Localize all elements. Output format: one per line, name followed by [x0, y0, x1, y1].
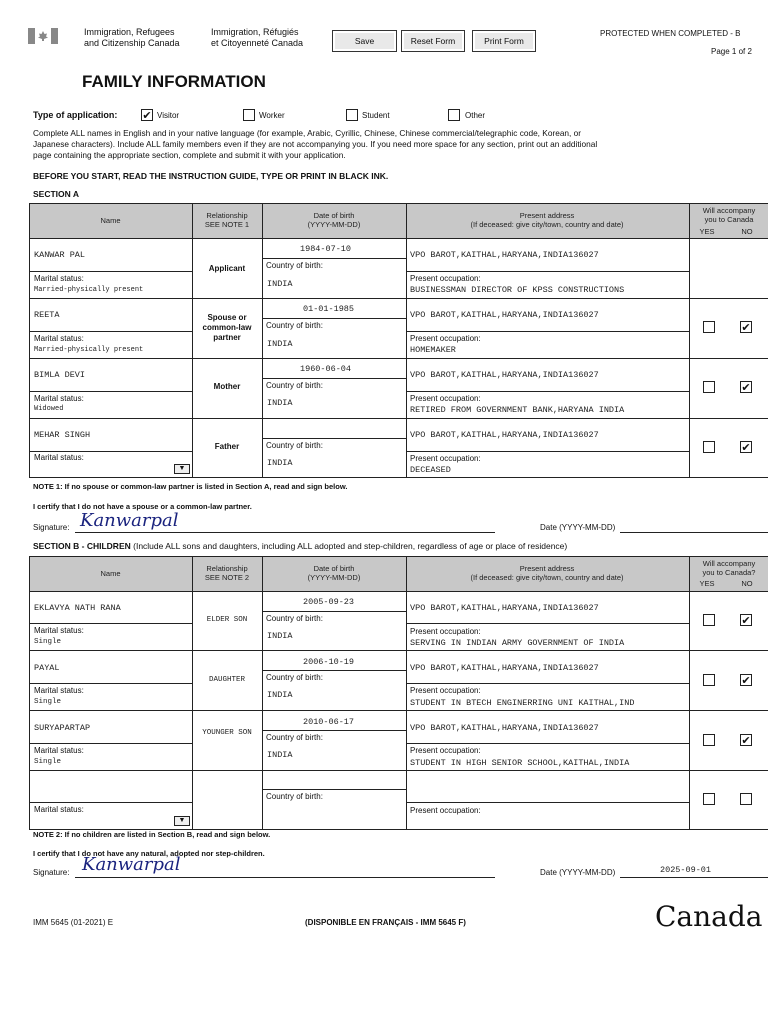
father-occupation-field[interactable]: DECEASED — [410, 465, 451, 475]
section-b-title: SECTION B - CHILDREN (Include ALL sons and daughters, including ALL adopted and step-children, regardless of age or place of residence) — [33, 541, 568, 551]
country-of-birth-label: Country of birth: — [266, 792, 323, 801]
mother-accompany-yes-checkbox[interactable] — [703, 381, 715, 393]
child-2-accompany-no-checkbox[interactable]: ✔ — [741, 675, 751, 687]
child-1-address-field[interactable]: VPO BAROT,KAITHAL,HARYANA,INDIA136027 — [410, 603, 599, 613]
col-address-header: Present address (If deceased: give city/town, country and date) — [470, 564, 624, 582]
child-3-marital-field[interactable]: Single — [34, 758, 62, 766]
marital-status-label: Marital status: — [34, 394, 84, 403]
country-of-birth-label: Country of birth: — [266, 614, 323, 623]
child-2-marital-field[interactable]: Single — [34, 698, 62, 706]
child-4-accompany-no-checkbox[interactable] — [740, 793, 752, 805]
applicant-dob-field[interactable]: 1984-07-10 — [300, 244, 352, 254]
child-2-dob-field[interactable]: 2006-10-19 — [303, 657, 355, 667]
student-label: Student — [362, 111, 390, 120]
reset-form-button[interactable]: Reset Form — [401, 30, 465, 52]
father-name-field[interactable]: MEHAR SINGH — [34, 430, 91, 440]
col-accompany-header: Will accompany you to Canada — [702, 206, 756, 224]
child-3-accompany-no-checkbox[interactable]: ✔ — [741, 735, 751, 747]
print-form-button[interactable]: Print Form — [472, 30, 536, 52]
child-3-accompany-yes-checkbox[interactable] — [703, 734, 715, 746]
child-1-marital-field[interactable]: Single — [34, 638, 62, 646]
spouse-address-field[interactable]: VPO BAROT,KAITHAL,HARYANA,INDIA136027 — [410, 310, 599, 320]
child-4-marital-dropdown[interactable] — [174, 816, 190, 826]
signature-image: Kanwarpal — [82, 854, 181, 875]
child-2-occupation-field[interactable]: STUDENT IN BTECH ENGINERRING UNI KAITHAL,IND — [410, 698, 635, 708]
mother-marital-field[interactable]: Widowed — [34, 405, 64, 413]
mother-accompany-no-checkbox[interactable]: ✔ — [741, 382, 751, 394]
signature-label: Signature: — [33, 868, 70, 877]
marital-status-label: Marital status: — [34, 453, 84, 462]
child-1-name-field[interactable]: EKLAVYA NATH RANA — [34, 603, 121, 613]
marital-status-label: Marital status: — [34, 746, 84, 755]
col-dob-header: Date of birth (YYYY-MM-DD) — [307, 564, 361, 582]
other-label: Other — [465, 111, 486, 120]
page-title: FAMILY INFORMATION — [82, 72, 266, 91]
child-2-accompany-yes-checkbox[interactable] — [703, 674, 715, 686]
col-relationship-header: Relationship SEE NOTE 1 — [204, 211, 250, 229]
save-button[interactable]: Save — [332, 30, 397, 52]
canada-wordmark: Canada — [655, 900, 763, 933]
spouse-accompany-yes-checkbox[interactable] — [703, 321, 715, 333]
student-checkbox[interactable] — [346, 109, 358, 121]
col-name-header: Name — [100, 216, 121, 225]
spouse-cob-field[interactable]: INDIA — [267, 339, 293, 349]
father-marital-dropdown[interactable] — [174, 464, 190, 474]
ink-instruction: BEFORE YOU START, READ THE INSTRUCTION GUIDE, TYPE OR PRINT IN BLACK INK. — [33, 171, 389, 181]
child-1-dob-field[interactable]: 2005-09-23 — [303, 597, 355, 607]
father-relationship: Father — [214, 442, 240, 451]
protected-label: PROTECTED WHEN COMPLETED - B — [600, 29, 741, 38]
marital-status-label: Marital status: — [34, 805, 84, 814]
child-4-accompany-yes-checkbox[interactable] — [703, 793, 715, 805]
mother-cob-field[interactable]: INDIA — [267, 398, 293, 408]
child-1-occupation-field[interactable]: SERVING IN INDIAN ARMY GOVERNMENT OF INDIA — [410, 638, 625, 648]
occupation-label: Present occupation: — [410, 454, 481, 463]
other-checkbox[interactable] — [448, 109, 460, 121]
mother-dob-field[interactable]: 1960-06-04 — [300, 364, 352, 374]
worker-checkbox[interactable] — [243, 109, 255, 121]
country-of-birth-label: Country of birth: — [266, 381, 323, 390]
department-french: Immigration, Réfugiés et Citoyenneté Canada — [211, 27, 304, 48]
application-type-label: Type of application: — [33, 110, 118, 120]
col-accompany-header: Will accompany you to Canada? — [702, 559, 756, 577]
occupation-label: Present occupation: — [410, 334, 481, 343]
father-address-field[interactable]: VPO BAROT,KAITHAL,HARYANA,INDIA136027 — [410, 430, 599, 440]
page-number: Page 1 of 2 — [711, 47, 752, 56]
father-accompany-yes-checkbox[interactable] — [703, 441, 715, 453]
spouse-marital-field[interactable]: Married-physically present — [34, 346, 144, 354]
col-relationship-header: Relationship SEE NOTE 2 — [204, 564, 250, 582]
spouse-name-field[interactable]: REETA — [34, 310, 60, 320]
marital-status-label: Marital status: — [34, 626, 84, 635]
date-label: Date (YYYY-MM-DD) — [540, 523, 616, 532]
child-3-dob-field[interactable]: 2010-06-17 — [303, 717, 355, 727]
canada-flag-icon — [28, 28, 58, 44]
country-of-birth-label: Country of birth: — [266, 733, 323, 742]
occupation-label: Present occupation: — [410, 686, 481, 695]
col-address-header: Present address (If deceased: give city/town, country and date) — [470, 211, 624, 229]
applicant-address-field[interactable]: VPO BAROT,KAITHAL,HARYANA,INDIA136027 — [410, 250, 599, 260]
occupation-label: Present occupation: — [410, 806, 481, 815]
occupation-label: Present occupation: — [410, 627, 481, 636]
form-id: IMM 5645 (01-2021) E — [33, 918, 114, 927]
visitor-label: Visitor — [157, 111, 180, 120]
signature-label: Signature: — [33, 523, 70, 532]
applicant-marital-field[interactable]: Married-physically present — [34, 286, 144, 294]
occupation-label: Present occupation: — [410, 746, 481, 755]
signature-image: Kanwarpal — [80, 510, 179, 531]
note-1: NOTE 1: If no spouse or common-law partner is listed in Section A, read and sign below. — [33, 482, 348, 491]
country-of-birth-label: Country of birth: — [266, 321, 323, 330]
mother-address-field[interactable]: VPO BAROT,KAITHAL,HARYANA,INDIA136027 — [410, 370, 599, 380]
marital-status-label: Marital status: — [34, 686, 84, 695]
certify-no-spouse: I certify that I do not have a spouse or a common-law partner. — [33, 502, 252, 511]
date-label: Date (YYYY-MM-DD) — [540, 868, 616, 877]
applicant-occupation-field[interactable]: BUSINESSMAN DIRECTOR OF KPSS CONSTRUCTIONS — [410, 285, 625, 295]
child-2-address-field[interactable]: VPO BAROT,KAITHAL,HARYANA,INDIA136027 — [410, 663, 599, 673]
child-3-address-field[interactable]: VPO BAROT,KAITHAL,HARYANA,INDIA136027 — [410, 723, 599, 733]
department-english: Immigration, Refugees and Citizenship Canada — [84, 27, 180, 48]
child-3-occupation-field[interactable]: STUDENT IN HIGH SENIOR SCHOOL,KAITHAL,INDIA — [410, 758, 630, 768]
child-3-relationship-field[interactable]: YOUNGER SON — [202, 729, 252, 737]
spouse-accompany-no-checkbox[interactable]: ✔ — [741, 322, 751, 334]
child-1-relationship-field[interactable]: ELDER SON — [206, 616, 248, 624]
spouse-occupation-field[interactable]: HOMEMAKER — [410, 345, 456, 355]
col-name-header: Name — [100, 569, 121, 578]
father-cob-field[interactable]: INDIA — [267, 458, 293, 468]
instructions: Complete ALL names in English and in your native language (for example, Arabic, Cyrillic, Chinese, Chinese commercial/telegraphic code, Korean, or Japanese characters). Include ALL family members even if they are not accompanying you. If you need more space for any section, print out an additional page containing the appropriate section, complete and submit it with your application. — [33, 128, 598, 160]
child-3-name-field[interactable]: SURYAPARTAP — [34, 723, 91, 733]
no-header: NO — [741, 579, 753, 588]
applicant-name-field[interactable]: KANWAR PAL — [34, 250, 86, 260]
no-header: NO — [741, 227, 753, 236]
spouse-relationship: Spouse or common-law partner — [202, 313, 252, 342]
certify-no-children: I certify that I do not have any natural, adopted nor step-children. — [33, 849, 265, 858]
child-1-accompany-yes-checkbox[interactable] — [703, 614, 715, 626]
chevron-down-icon: ▼ — [178, 817, 186, 824]
country-of-birth-label: Country of birth: — [266, 261, 323, 270]
mother-relationship: Mother — [213, 382, 241, 391]
applicant-cob-field[interactable]: INDIA — [267, 279, 293, 289]
french-version-note: (DISPONIBLE EN FRANÇAIS - IMM 5645 F) — [305, 918, 466, 927]
yes-header: YES — [699, 579, 715, 588]
occupation-label: Present occupation: — [410, 274, 481, 283]
country-of-birth-label: Country of birth: — [266, 441, 323, 450]
child-1-cob-field[interactable]: INDIA — [267, 631, 293, 641]
child-2-relationship-field[interactable]: DAUGHTER — [208, 676, 245, 684]
yes-header: YES — [699, 227, 715, 236]
note-2: NOTE 2: If no children are listed in Section B, read and sign below. — [33, 830, 271, 839]
mother-name-field[interactable]: BIMLA DEVI — [34, 370, 86, 380]
col-dob-header: Date of birth (YYYY-MM-DD) — [307, 211, 361, 229]
mother-occupation-field[interactable]: RETIRED FROM GOVERNMENT BANK,HARYANA INDIA — [410, 405, 625, 415]
father-accompany-no-checkbox[interactable]: ✔ — [741, 442, 751, 454]
worker-label: Worker — [259, 111, 285, 120]
visitor-checkbox[interactable]: ✔ — [142, 110, 152, 122]
child-2-cob-field[interactable]: INDIA — [267, 690, 293, 700]
child-1-accompany-no-checkbox[interactable]: ✔ — [741, 615, 751, 627]
occupation-label: Present occupation: — [410, 394, 481, 403]
applicant-relationship: Applicant — [208, 264, 246, 273]
child-3-cob-field[interactable]: INDIA — [267, 750, 293, 760]
chevron-down-icon: ▼ — [178, 465, 186, 472]
children-date-field[interactable]: 2025-09-01 — [660, 865, 712, 875]
child-2-name-field[interactable]: PAYAL — [34, 663, 60, 673]
marital-status-label: Marital status: — [34, 334, 84, 343]
country-of-birth-label: Country of birth: — [266, 673, 323, 682]
marital-status-label: Marital status: — [34, 274, 84, 283]
section-a-title: SECTION A — [33, 189, 79, 199]
spouse-dob-field[interactable]: 01-01-1985 — [303, 304, 355, 314]
